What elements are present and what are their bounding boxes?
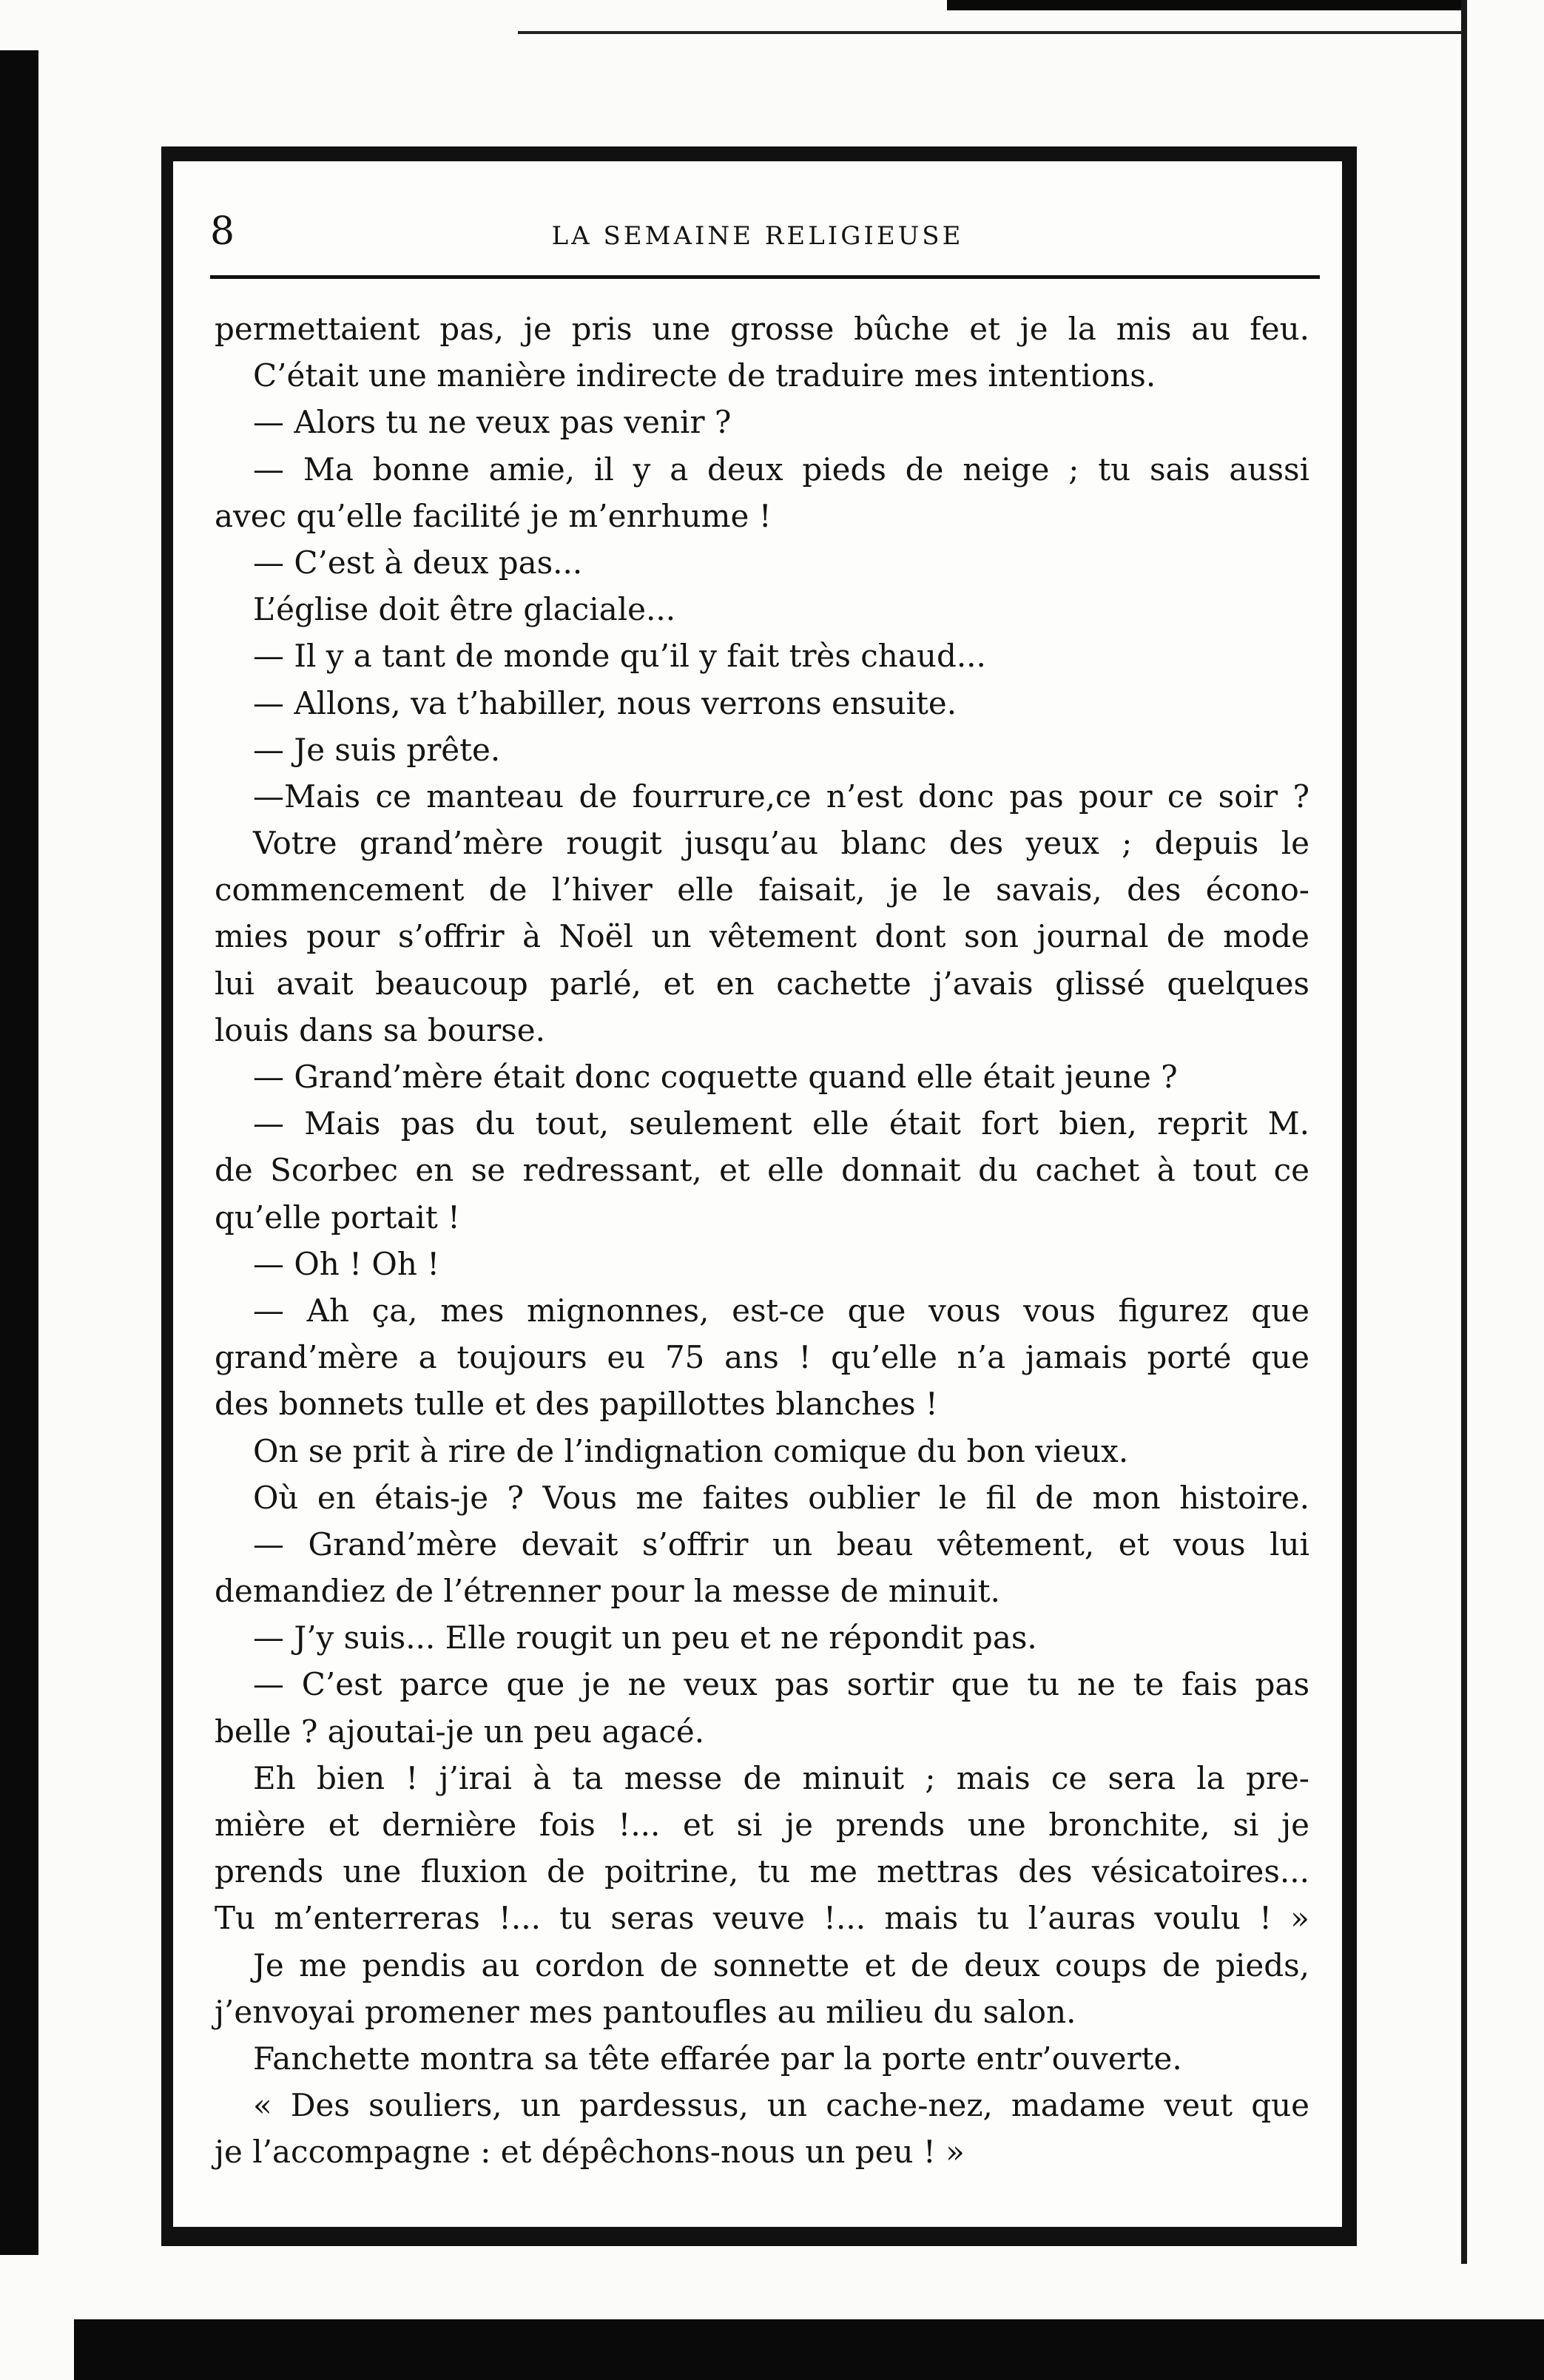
text-line: Fanchette montra sa tête effarée par la porte entr’ouverte. — [253, 2040, 1182, 2077]
text-line: — J’y suis... Elle rougit un peu et ne répondit pas. — [253, 1619, 1037, 1656]
text-line: — Mais pas du tout, seulement elle était fort bien, reprit M. — [253, 1105, 1309, 1142]
text-line: — Il y a tant de monde qu’il y fait très chaud... — [253, 638, 986, 675]
body-text — [215, 306, 1309, 2176]
text-line: mies pour s’offrir à Noël un vêtement dont son journal de mode — [215, 918, 1309, 955]
scan-rule-top — [518, 31, 1465, 34]
text-line: avec qu’elle facilité je m’enrhume ! — [215, 497, 772, 534]
text-line: — Grand’mère devait s’offrir un beau vêtement, et vous lui — [253, 1526, 1309, 1562]
text-line: qu’elle portait ! — [215, 1199, 460, 1235]
text-line: j’envoyai promener mes pantoufles au milieu du salon. — [215, 1993, 1076, 2030]
text-line: C’était une manière indirecte de traduire mes intentions. — [253, 357, 1156, 394]
text-line: — Allons, va t’habiller, nous verrons ensuite. — [253, 684, 957, 721]
text-line: L’église doit être glaciale... — [253, 591, 676, 628]
text-line: —Mais ce manteau de fourrure,ce n’est donc pas pour ce soir ? — [253, 778, 1309, 815]
scan-edge-bottom — [74, 2319, 1544, 2380]
text-line: — Grand’mère était donc coquette quand elle était jeune ? — [253, 1059, 1178, 1095]
text-line: grand’mère a toujours eu 75 ans ! qu’elle n’a jamais porté que — [215, 1339, 1309, 1376]
text-line: — Ah ça, mes mignonnes, est-ce que vous vous figurez que — [253, 1292, 1309, 1329]
text-line: permettaient pas, je pris une grosse bûche et je la mis au feu. — [215, 311, 1309, 347]
text-line: — Je suis prête. — [253, 731, 501, 768]
text-line: lui avait beaucoup parlé, et en cachette j’avais glissé quelques — [215, 965, 1309, 1002]
scan-rule-top-thick — [947, 0, 1465, 10]
text-line: commencement de l’hiver elle faisait, je le savais, des écono- — [215, 872, 1309, 908]
text-line: Votre grand’mère rougit jusqu’au blanc des yeux ; depuis le — [253, 825, 1309, 862]
page-frame — [161, 146, 1357, 2246]
text-line: — Oh ! Oh ! — [253, 1245, 440, 1282]
text-line: « Des souliers, un pardessus, un cache-nez, madame veut que — [253, 2087, 1309, 2124]
text-line: prends une fluxion de poitrine, tu me mettras des vésicatoires... — [215, 1853, 1309, 1890]
text-line: demandiez de l’étrenner pour la messe de minuit. — [215, 1573, 1000, 1610]
text-line: louis dans sa bourse. — [215, 1011, 545, 1048]
text-line: Tu m’enterreras !... tu seras veuve !... mais tu l’auras voulu ! » — [215, 1900, 1309, 1937]
text-line: Je me pendis au cordon de sonnette et de deux coups de pieds, — [253, 1946, 1309, 1983]
text-line: mière et dernière fois !... et si je prends une bronchite, si je — [215, 1807, 1309, 1843]
text-line: — C’est à deux pas... — [253, 544, 583, 581]
text-line: Où en étais-je ? Vous me faites oublier le fil de mon histoire. — [253, 1479, 1309, 1516]
text-line: belle ? ajoutai-je un peu agacé. — [215, 1713, 705, 1750]
text-line: — Ma bonne amie, il y a deux pieds de neige ; tu sais aussi — [253, 451, 1309, 488]
scan-rule-right — [1461, 0, 1467, 2264]
text-line: je l’accompagne : et dépêchons-nous un peu ! » — [215, 2134, 965, 2171]
text-line: des bonnets tulle et des papillottes blanches ! — [215, 1386, 938, 1423]
page-header — [210, 206, 1305, 257]
page-number: 8 — [210, 209, 235, 254]
scan-edge-left — [0, 50, 38, 2255]
text-line: — Alors tu ne veux pas venir ? — [253, 404, 732, 441]
text-line: Eh bien ! j’irai à ta messe de minuit ; mais ce sera la pre- — [253, 1759, 1309, 1796]
header-rule — [210, 275, 1320, 279]
text-line: On se prit à rire de l’indignation comique du bon vieux. — [253, 1432, 1129, 1469]
running-title: LA SEMAINE RELIGIEUSE — [551, 221, 964, 251]
text-line: — C’est parce que je ne veux pas sortir que tu ne te fais pas — [253, 1666, 1309, 1703]
text-line: de Scorbec en se redressant, et elle donnait du cachet à tout ce — [215, 1152, 1309, 1189]
